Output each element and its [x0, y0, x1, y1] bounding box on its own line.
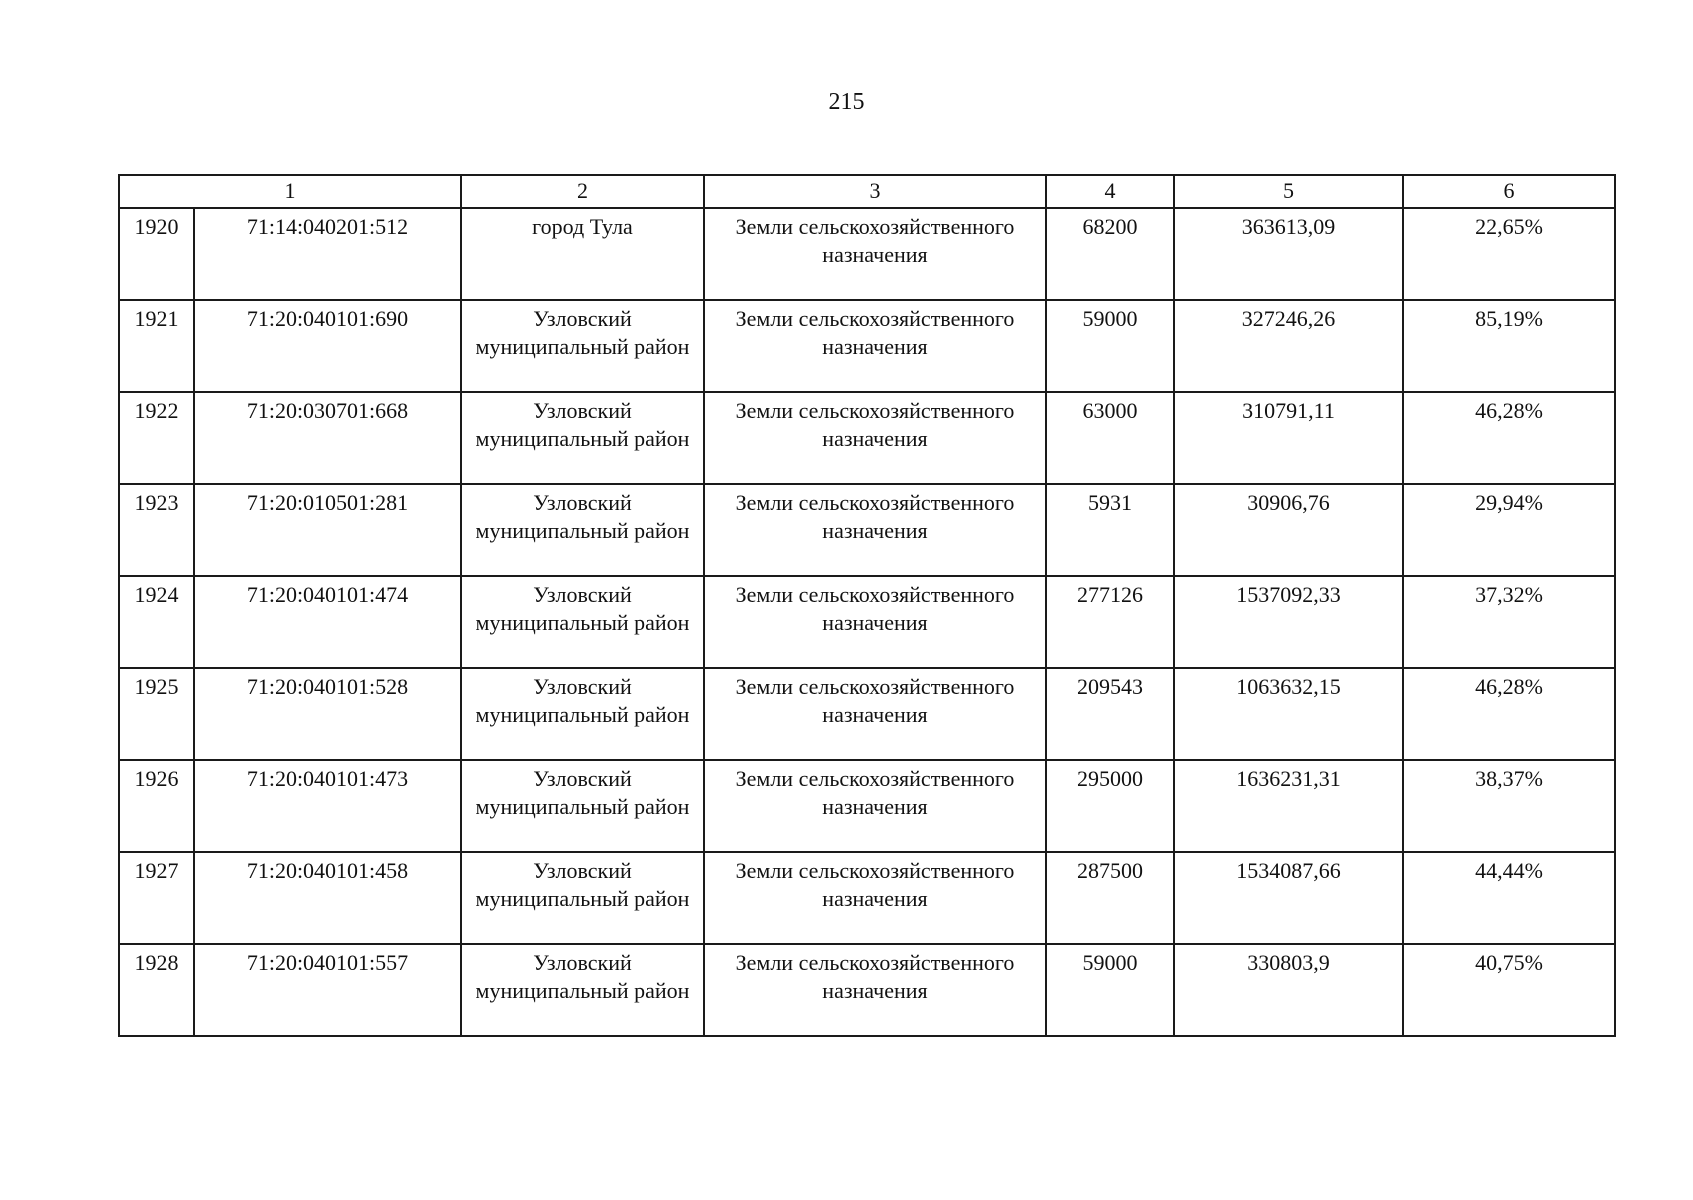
- municipality-cell: Узловский муниципальный район: [461, 484, 704, 576]
- area-cell: 59000: [1046, 300, 1174, 392]
- municipality-cell: Узловский муниципальный район: [461, 760, 704, 852]
- table-row: [119, 484, 1615, 576]
- row-number-cell: 1927: [119, 852, 194, 944]
- row-number-cell: 1928: [119, 944, 194, 1036]
- cadastral-number-cell: 71:20:040101:474: [194, 576, 461, 668]
- value-cell: 363613,09: [1174, 208, 1403, 300]
- land-category-cell: Земли сельскохозяйственного назначения: [704, 668, 1046, 760]
- header-cell: 2: [461, 175, 704, 208]
- row-number-cell: 1920: [119, 208, 194, 300]
- percent-cell: 44,44%: [1403, 852, 1615, 944]
- municipality-cell: Узловский муниципальный район: [461, 852, 704, 944]
- land-category-cell: Земли сельскохозяйственного назначения: [704, 484, 1046, 576]
- land-category-cell: Земли сельскохозяйственного назначения: [704, 576, 1046, 668]
- land-category-cell: Земли сельскохозяйственного назначения: [704, 300, 1046, 392]
- cadastral-number-cell: 71:20:040101:458: [194, 852, 461, 944]
- percent-cell: 22,65%: [1403, 208, 1615, 300]
- row-number-cell: 1925: [119, 668, 194, 760]
- header-cell: 5: [1174, 175, 1403, 208]
- cadastral-number-cell: 71:20:040101:557: [194, 944, 461, 1036]
- table-row: [119, 668, 1615, 760]
- value-cell: 1537092,33: [1174, 576, 1403, 668]
- land-plots-table: [118, 174, 1616, 1037]
- header-cell: 1: [119, 175, 461, 208]
- cadastral-number-cell: 71:20:010501:281: [194, 484, 461, 576]
- table-row: [119, 576, 1615, 668]
- land-category-cell: Земли сельскохозяйственного назначения: [704, 760, 1046, 852]
- row-number-cell: 1926: [119, 760, 194, 852]
- value-cell: 330803,9: [1174, 944, 1403, 1036]
- land-category-cell: Земли сельскохозяйственного назначения: [704, 392, 1046, 484]
- value-cell: 310791,11: [1174, 392, 1403, 484]
- area-cell: 59000: [1046, 944, 1174, 1036]
- table-row: [119, 760, 1615, 852]
- header-cell: 6: [1403, 175, 1615, 208]
- percent-cell: 38,37%: [1403, 760, 1615, 852]
- value-cell: 1063632,15: [1174, 668, 1403, 760]
- table-header-row: [119, 175, 1615, 208]
- area-cell: 295000: [1046, 760, 1174, 852]
- area-cell: 287500: [1046, 852, 1174, 944]
- land-category-cell: Земли сельскохозяйственного назначения: [704, 852, 1046, 944]
- table-row: [119, 392, 1615, 484]
- value-cell: 1636231,31: [1174, 760, 1403, 852]
- row-number-cell: 1921: [119, 300, 194, 392]
- area-cell: 68200: [1046, 208, 1174, 300]
- table-row: [119, 300, 1615, 392]
- table-row: [119, 208, 1615, 300]
- percent-cell: 40,75%: [1403, 944, 1615, 1036]
- value-cell: 327246,26: [1174, 300, 1403, 392]
- header-cell: 3: [704, 175, 1046, 208]
- municipality-cell: город Тула: [461, 208, 704, 300]
- row-number-cell: 1924: [119, 576, 194, 668]
- area-cell: 63000: [1046, 392, 1174, 484]
- percent-cell: 85,19%: [1403, 300, 1615, 392]
- municipality-cell: Узловский муниципальный район: [461, 392, 704, 484]
- row-number-cell: 1923: [119, 484, 194, 576]
- value-cell: 1534087,66: [1174, 852, 1403, 944]
- percent-cell: 46,28%: [1403, 668, 1615, 760]
- cadastral-number-cell: 71:14:040201:512: [194, 208, 461, 300]
- cadastral-number-cell: 71:20:040101:528: [194, 668, 461, 760]
- percent-cell: 37,32%: [1403, 576, 1615, 668]
- cadastral-number-cell: 71:20:040101:473: [194, 760, 461, 852]
- area-cell: 209543: [1046, 668, 1174, 760]
- area-cell: 5931: [1046, 484, 1174, 576]
- row-number-cell: 1922: [119, 392, 194, 484]
- page-number: 215: [828, 89, 865, 115]
- header-cell: 4: [1046, 175, 1174, 208]
- municipality-cell: Узловский муниципальный район: [461, 300, 704, 392]
- percent-cell: 46,28%: [1403, 392, 1615, 484]
- table-row: [119, 852, 1615, 944]
- table-row: [119, 944, 1615, 1036]
- municipality-cell: Узловский муниципальный район: [461, 668, 704, 760]
- cadastral-number-cell: 71:20:030701:668: [194, 392, 461, 484]
- cadastral-number-cell: 71:20:040101:690: [194, 300, 461, 392]
- land-category-cell: Земли сельскохозяйственного назначения: [704, 208, 1046, 300]
- area-cell: 277126: [1046, 576, 1174, 668]
- percent-cell: 29,94%: [1403, 484, 1615, 576]
- municipality-cell: Узловский муниципальный район: [461, 944, 704, 1036]
- land-category-cell: Земли сельскохозяйственного назначения: [704, 944, 1046, 1036]
- municipality-cell: Узловский муниципальный район: [461, 576, 704, 668]
- value-cell: 30906,76: [1174, 484, 1403, 576]
